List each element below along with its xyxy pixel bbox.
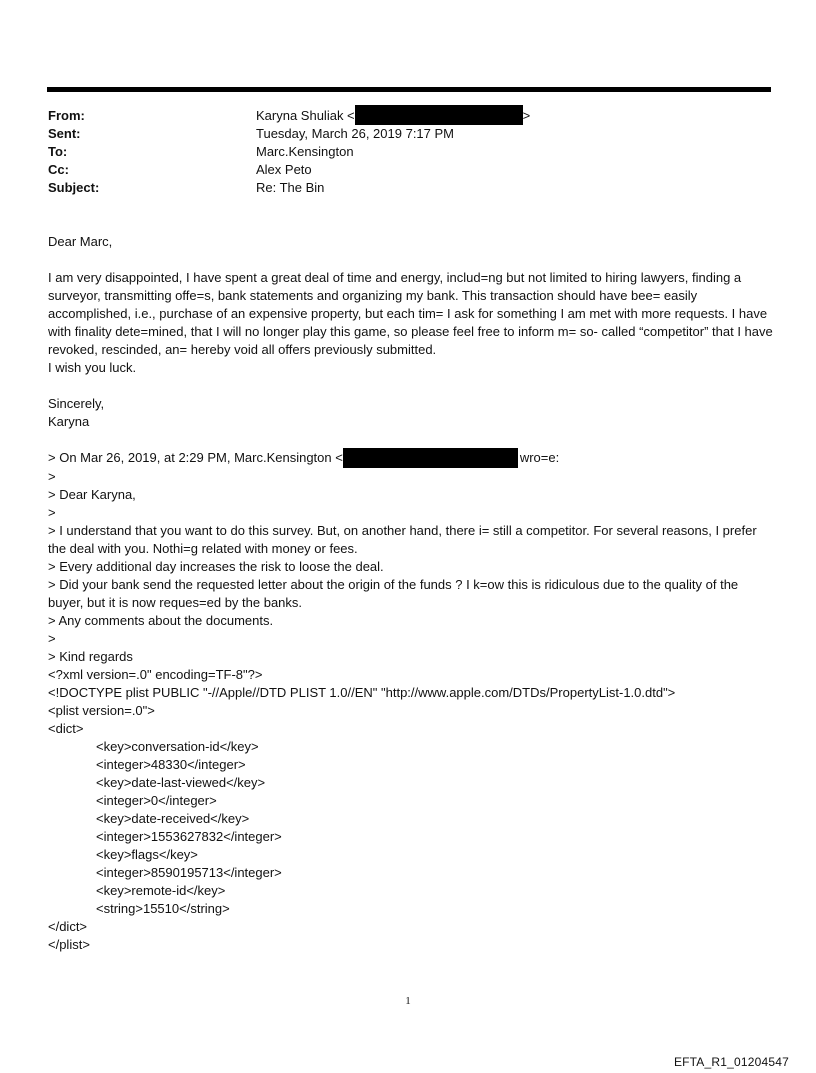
body-paragraph: I am very disappointed, I have spent a great deal of time and energy, includ=ng but not limited to hiring lawyers, finding a surveyor, transmitting offe=s, bank statements and organizing my bank. This transaction should have bee= easily accomplished, i.e., purchase of an expensive property, but each tim= I ask for something I am met with more requests. I have with finality dete=mined, that I will no longer play this game, so please feel free to inform m= so- called “competitor” that I have revoked, rescinded, an= hereby void all offers previously submitted. — [48, 270, 773, 357]
quoted-line: > I understand that you want to do this survey. But, on another hand, there i= still a competitor. For several reasons, I prefer the deal with you. Nothi=g related with money or fees. — [48, 522, 757, 556]
plist-entry: <key>conversation-id</key> — [96, 738, 259, 754]
quoted-line: > — [48, 468, 56, 484]
plist-open: <plist version=.0"> — [48, 702, 155, 718]
quoted-line: > Kind regards — [48, 648, 133, 664]
quoted-line: > Every additional day increases the risk to loose the deal. — [48, 558, 384, 574]
closing: Sincerely, — [48, 396, 105, 411]
plist-close: </plist> — [48, 936, 90, 952]
sent-label: Sent: — [48, 126, 81, 141]
plist-entry: <key>date-received</key> — [96, 810, 250, 826]
document-id: EFTA_R1_01204547 — [673, 1055, 789, 1069]
quoted-line: > Dear Karyna, — [48, 486, 136, 502]
redaction-box — [343, 448, 518, 468]
quoted-line: > Did your bank send the requested letter about the origin of the funds ? I k=ow this is ridiculous due to the quality of the buyer, but it is now reques=ed by the banks. — [48, 576, 739, 610]
plist-entry: <integer>0</integer> — [96, 792, 217, 808]
plist-doctype: <!DOCTYPE plist PUBLIC "-//Apple//DTD PLIST 1.0//EN" "http://www.apple.com/DTDs/PropertyList-1.0.dtd"> — [48, 684, 676, 700]
header-rule — [47, 87, 771, 92]
plist-entry: <integer>8590195713</integer> — [96, 864, 282, 880]
wish-line: I wish you luck. — [48, 360, 137, 375]
to-label: To: — [48, 144, 68, 159]
dict-open: <dict> — [48, 720, 84, 736]
dict-close: </dict> — [48, 918, 88, 934]
plist-entry: <key>flags</key> — [96, 846, 198, 862]
cc-value: Alex Peto — [256, 162, 312, 177]
cc-label: Cc: — [48, 162, 69, 177]
plist-entry: <string>15510</string> — [96, 900, 230, 916]
subject-value: Re: The Bin — [256, 180, 325, 195]
to-value: Marc.Kensington — [256, 144, 354, 159]
from-name: Karyna Shuliak < — [256, 108, 355, 123]
quoted-line: > — [48, 504, 56, 520]
email-body — [48, 233, 774, 954]
quoted-intro-suffix: wro=e: — [519, 450, 560, 465]
plist-xml-declaration: <?xml version=.0" encoding=TF-8"?> — [48, 666, 263, 682]
redaction-box — [355, 105, 523, 125]
quoted-line: > Any comments about the documents. — [48, 612, 274, 628]
page-number: 1 — [405, 995, 411, 1007]
subject-label: Subject: — [48, 180, 100, 195]
quoted-intro-prefix: > On Mar 26, 2019, at 2:29 PM, Marc.Kensington < — [48, 450, 343, 465]
from-label: From: — [48, 108, 85, 123]
signature: Karyna — [48, 414, 90, 429]
sent-value: Tuesday, March 26, 2019 7:17 PM — [256, 126, 454, 141]
plist-entry: <key>date-last-viewed</key> — [96, 774, 266, 790]
from-value — [256, 107, 530, 125]
plist-entry: <integer>1553627832</integer> — [96, 828, 282, 844]
plist-entry: <integer>48330</integer> — [96, 756, 246, 772]
greeting: Dear Marc, — [48, 234, 113, 249]
quoted-line: > — [48, 630, 56, 646]
plist-entry: <key>remote-id</key> — [96, 882, 226, 898]
quoted-intro — [48, 449, 774, 468]
from-close: > — [522, 108, 531, 123]
